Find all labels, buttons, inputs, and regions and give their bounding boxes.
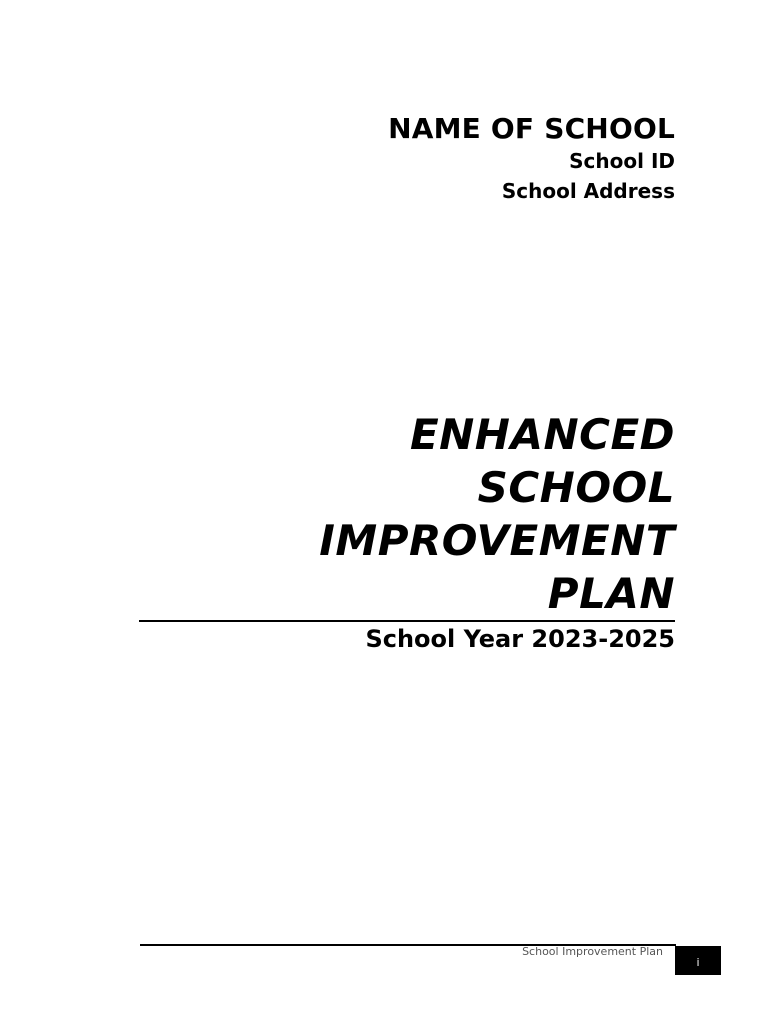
page-number: i	[696, 956, 700, 969]
school-address: School Address	[501, 179, 675, 203]
school-year: School Year 2023-2025	[365, 625, 675, 653]
document-title	[319, 408, 675, 620]
title-line-4: PLAN	[547, 569, 675, 618]
title-line-1: ENHANCED	[409, 410, 675, 459]
school-info	[388, 112, 675, 206]
title-line-2: SCHOOL	[477, 463, 675, 512]
page-number-badge	[675, 946, 721, 975]
footer-text: School Improvement Plan	[522, 945, 663, 958]
school-name: NAME OF SCHOOL	[388, 112, 675, 145]
title-line-3: IMPROVEMENT	[319, 516, 675, 565]
school-id: School ID	[569, 149, 675, 173]
